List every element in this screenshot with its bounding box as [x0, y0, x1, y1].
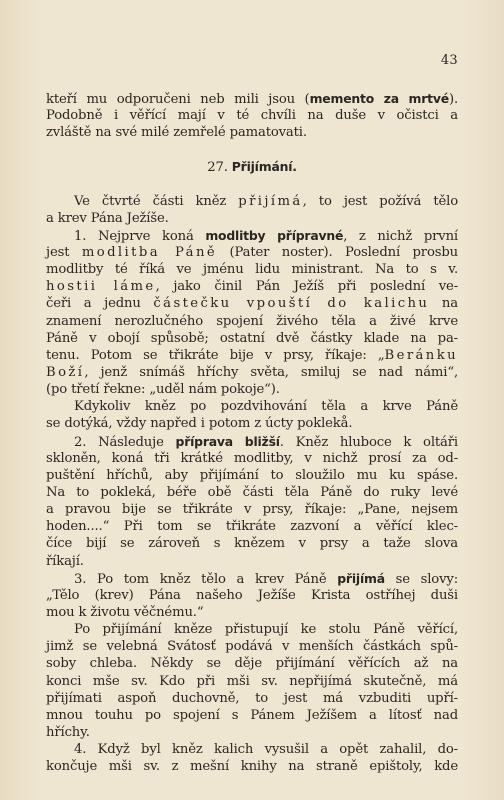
text-run: číce bijí se zároveň s knězem v prsy a taže slova [46, 536, 458, 552]
text-line [46, 261, 458, 278]
text-run: . Kněz hluboce k oltáři [279, 434, 458, 450]
text-line [46, 124, 458, 141]
text-run: modlitby té říká ve jménu lidu ministrant. Na to s v. [46, 262, 458, 278]
text-run: Podobně i věřící mají v té chvíli na duše v očistci a [46, 108, 458, 124]
text-line [46, 604, 458, 621]
text-line [46, 484, 458, 501]
text-line [46, 570, 458, 587]
text-line [46, 107, 458, 124]
emphasized-term: hostii láme [46, 279, 156, 295]
emphasized-term: Beránku [384, 347, 458, 363]
text-run: (Pater noster). Poslední prosbu [217, 244, 459, 260]
bold-term: příprava bližší [175, 433, 280, 449]
text-run: 27. [207, 160, 232, 176]
text-line [46, 398, 458, 415]
text-line [46, 553, 458, 570]
text-line [46, 347, 458, 364]
text-run: Po přijímání kněze přistupují ke stolu Páně věřící, [74, 622, 458, 638]
text-run: se slovy: [384, 571, 458, 587]
text-line [46, 227, 458, 244]
bold-term: přijímá [337, 570, 385, 586]
text-run: na [429, 296, 458, 312]
text-run: 1. Nejprve koná [74, 228, 206, 244]
text-run: a pravou bije se třikráte v prsy, říkaje: „Pane, nejsem [46, 502, 458, 518]
text-run: a krev Pána Ježíše. [46, 210, 169, 226]
text-run: ). [448, 92, 459, 107]
text-run: čeři a jednu [46, 296, 154, 312]
text-line [46, 415, 458, 432]
text-run: 4. Když byl kněz kalich vysušil a opět zahalil, do- [74, 742, 458, 758]
text-run: jimž se velebná Svátosť podává v menších částkách spů- [46, 639, 458, 655]
text-line [46, 724, 458, 741]
text-line [46, 587, 458, 604]
text-run: tenu. Potom se třikráte bije v prsy, říkaje: „ [46, 347, 385, 363]
text-run: mnou touhu po spojení s Pánem Ježíšem a lítosť nad [46, 707, 458, 723]
text-line [46, 90, 458, 107]
bold-term: modlitby přípravné [205, 227, 344, 243]
text-line [46, 655, 458, 672]
text-line [46, 210, 458, 227]
text-run: konci mše sv. Kdo při mši sv. nepřijímá skutečně, má [46, 673, 458, 689]
text-line [46, 690, 458, 707]
emphasized-term: přijímá [238, 193, 303, 209]
text-line [46, 518, 458, 535]
text-line [46, 295, 458, 312]
text-run: Páně v obojí spůsobě; ostatní dvě částky klade na pa- [46, 330, 458, 346]
text-line [46, 535, 458, 552]
text-line [46, 501, 458, 518]
text-run: puštění hříchů, aby přijímání to sloužilo mu ku spáse. [46, 467, 458, 483]
emphasized-term: Boží [46, 364, 85, 380]
text-run: znamení nerozlučného spojení živého těla a živé krve [46, 313, 458, 329]
text-run: přijímati aspoň duchovně, to jest má vzbuditi upří- [46, 690, 458, 706]
text-run: se dotýká, vždy napřed i potom z úcty poklekå. [46, 416, 353, 432]
text-line [46, 758, 458, 775]
spacer [46, 141, 458, 158]
text-line [46, 638, 458, 655]
text-line [46, 433, 458, 450]
section-heading [46, 158, 458, 175]
text-run: hoden....“ Při tom se třikráte zazvoní a věřící klec- [46, 519, 458, 535]
text-run: , z nichž první [343, 228, 458, 244]
text-line [46, 313, 458, 330]
bold-term: memento za mrtvé [309, 91, 449, 106]
text-run: , jako činil Pán Ježíš při poslední ve- [155, 279, 458, 295]
text-run: 2. Následuje [74, 434, 176, 450]
text-run: mou k životu věčnému.“ [46, 604, 204, 620]
text-line [46, 278, 458, 295]
text-line [46, 467, 458, 484]
text-run: kteří mu odporučeni neb mili jsou ( [46, 92, 310, 107]
bold-term: Přijímání. [231, 159, 297, 175]
text-line [46, 707, 458, 724]
text-run: Ve čtvrté části kněz [74, 193, 239, 209]
text-run: Kdykoliv kněz po pozdvihování těla a krve Páně [74, 399, 458, 415]
text-run: skloněn, koná tři krátké modlitby, v nichž prosí za od- [46, 450, 458, 466]
text-run: , to jest požívá tělo [302, 193, 458, 209]
text-run: jest [46, 244, 82, 260]
text-line [46, 450, 458, 467]
text-line [46, 244, 458, 261]
text-run: říkají. [46, 553, 84, 569]
spacer [46, 176, 458, 193]
page-number: 43 [440, 53, 458, 68]
text-run: 3. Po tom kněz tělo a krev Páně [74, 571, 338, 587]
text-run: „Tělo (krev) Pána našeho Ježíše Krista ostříhej duši [46, 587, 458, 603]
emphasized-term: modlitba Páně [81, 244, 218, 260]
text-line [46, 381, 458, 398]
text-line [46, 330, 458, 347]
text-run: zvláště na své milé zemřelé pamatovati. [46, 125, 307, 141]
page-text [46, 90, 458, 775]
text-line [46, 621, 458, 638]
text-run: soby chleba. Někdy se děje přijímání věřících až na [46, 656, 458, 672]
text-run: (po třetí řekne: „uděl nám pokoje“). [46, 382, 280, 398]
text-run: hříchy. [46, 724, 90, 740]
text-run: , jenž snímáš hříchy světa, smiluj se nad námi“, [84, 364, 458, 380]
text-run: končuje mši sv. z mešní knihy na straně epištoly, kde [46, 759, 458, 775]
text-run: Na to pokleká, béře obě části těla Páně do ruky levé [46, 484, 458, 500]
text-line [46, 741, 458, 758]
emphasized-term: částečku vpouští do kalichu [153, 296, 430, 312]
text-line [46, 364, 458, 381]
text-line [46, 673, 458, 690]
text-line [46, 193, 458, 210]
